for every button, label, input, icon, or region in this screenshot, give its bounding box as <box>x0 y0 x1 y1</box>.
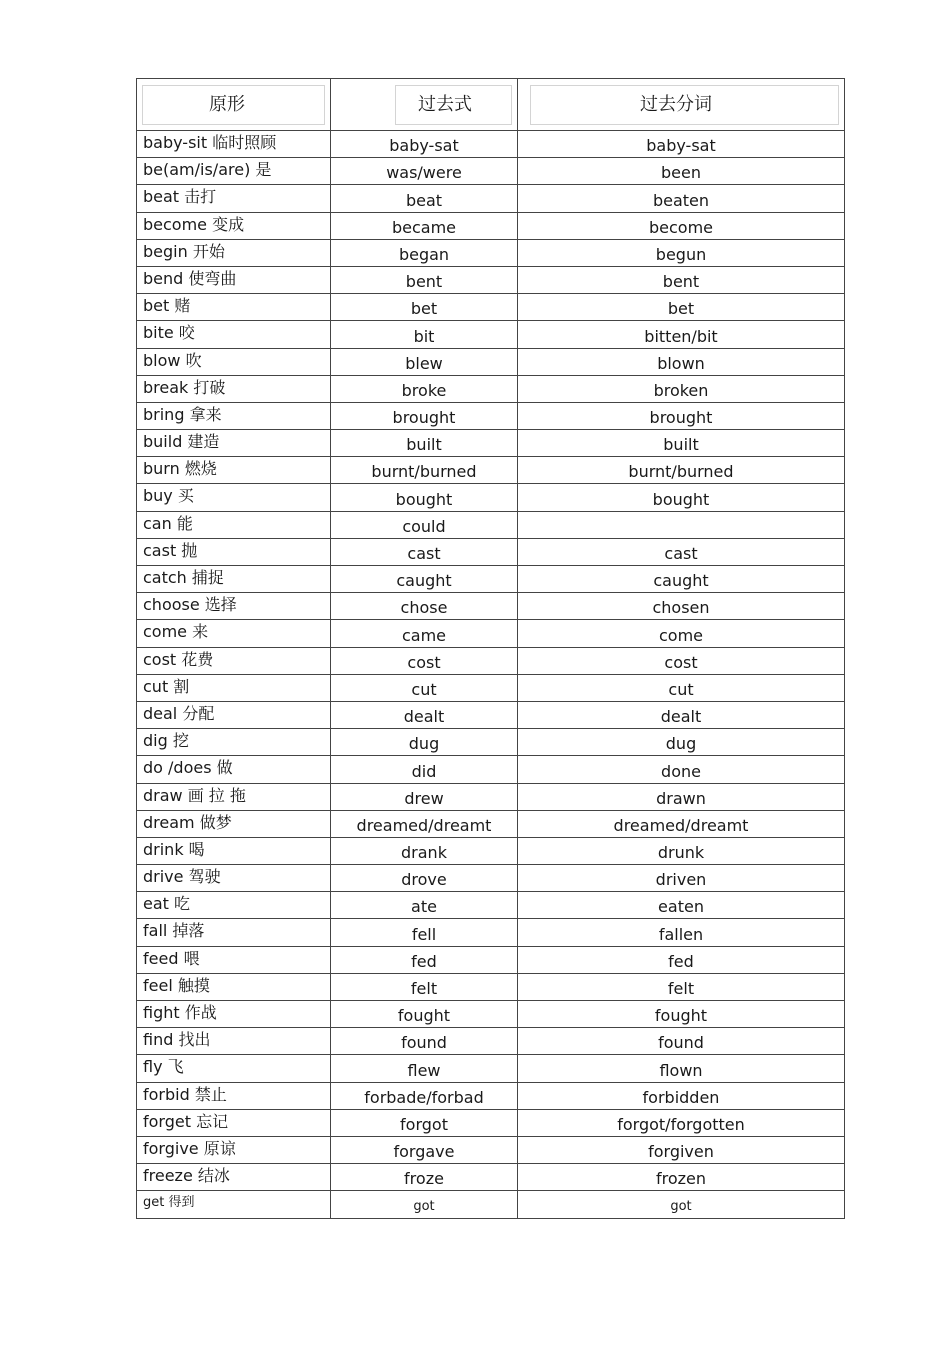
base-form-cell: find 找出 <box>137 1028 331 1055</box>
past-tense-cell: did <box>331 756 518 783</box>
base-form-cell: do /does 做 <box>137 756 331 783</box>
past-tense-cell: cut <box>331 674 518 701</box>
table-row <box>137 865 845 892</box>
table-row <box>137 239 845 266</box>
past-participle-cell: bent <box>518 266 845 293</box>
past-participle-cell: beaten <box>518 185 845 212</box>
table-row <box>137 647 845 674</box>
base-form-cell: dream 做梦 <box>137 810 331 837</box>
table-row <box>137 1164 845 1191</box>
table-row <box>137 946 845 973</box>
table-row <box>137 674 845 701</box>
past-participle-cell: cast <box>518 538 845 565</box>
past-participle-cell: found <box>518 1028 845 1055</box>
base-form-cell: baby-sit 临时照顾 <box>137 131 331 158</box>
past-participle-cell: fallen <box>518 919 845 946</box>
past-participle-cell: cut <box>518 674 845 701</box>
base-form-cell: fly 飞 <box>137 1055 331 1082</box>
past-tense-cell: blew <box>331 348 518 375</box>
past-participle-cell: chosen <box>518 593 845 620</box>
past-tense-cell: broke <box>331 375 518 402</box>
base-form-cell: forgive 原谅 <box>137 1136 331 1163</box>
past-tense-cell: built <box>331 430 518 457</box>
table-row <box>137 375 845 402</box>
table-row <box>137 783 845 810</box>
table-row <box>137 131 845 158</box>
past-participle-cell: dreamed/dreamt <box>518 810 845 837</box>
past-participle-cell: dug <box>518 729 845 756</box>
past-participle-cell: bitten/bit <box>518 321 845 348</box>
past-tense-cell: cast <box>331 538 518 565</box>
base-form-cell: forbid 禁止 <box>137 1082 331 1109</box>
table-row <box>137 1028 845 1055</box>
past-tense-cell: forgave <box>331 1136 518 1163</box>
base-form-cell: freeze 结冰 <box>137 1164 331 1191</box>
base-form-cell: fall 掉落 <box>137 919 331 946</box>
past-tense-cell: dug <box>331 729 518 756</box>
table-row <box>137 1136 845 1163</box>
table-row <box>137 919 845 946</box>
base-form-cell: build 建造 <box>137 430 331 457</box>
column-header-past-participle <box>518 79 845 131</box>
past-participle-cell <box>518 511 845 538</box>
past-participle-cell: forgot/forgotten <box>518 1109 845 1136</box>
past-participle-cell: flown <box>518 1055 845 1082</box>
past-tense-cell: forgot <box>331 1109 518 1136</box>
past-participle-cell: felt <box>518 973 845 1000</box>
table-row <box>137 756 845 783</box>
past-tense-cell: baby-sat <box>331 131 518 158</box>
table-row <box>137 212 845 239</box>
table-row <box>137 538 845 565</box>
table-row <box>137 1109 845 1136</box>
past-tense-cell: dreamed/dreamt <box>331 810 518 837</box>
past-participle-cell: bought <box>518 484 845 511</box>
past-participle-cell: blown <box>518 348 845 375</box>
column-header-past-participle-label: 过去分词 <box>530 85 839 125</box>
base-form-cell: bring 拿来 <box>137 402 331 429</box>
past-tense-cell: was/were <box>331 158 518 185</box>
past-participle-cell: dealt <box>518 701 845 728</box>
base-form-cell: drink 喝 <box>137 837 331 864</box>
column-header-past <box>331 79 518 131</box>
past-tense-cell: found <box>331 1028 518 1055</box>
past-participle-cell: driven <box>518 865 845 892</box>
past-participle-cell: cost <box>518 647 845 674</box>
table-row <box>137 810 845 837</box>
table-row <box>137 484 845 511</box>
past-tense-cell: bent <box>331 266 518 293</box>
base-form-cell: come 来 <box>137 620 331 647</box>
table-row <box>137 430 845 457</box>
past-participle-cell: begun <box>518 239 845 266</box>
base-form-cell: choose 选择 <box>137 593 331 620</box>
table-row <box>137 973 845 1000</box>
column-header-past-label: 过去式 <box>395 85 512 125</box>
base-form-cell: eat 吃 <box>137 892 331 919</box>
past-tense-cell: drove <box>331 865 518 892</box>
column-header-base-label: 原形 <box>142 85 325 125</box>
past-tense-cell: forbade/forbad <box>331 1082 518 1109</box>
past-participle-cell: drawn <box>518 783 845 810</box>
past-participle-cell: eaten <box>518 892 845 919</box>
past-participle-cell: forbidden <box>518 1082 845 1109</box>
past-participle-cell: bet <box>518 294 845 321</box>
base-form-cell: draw 画 拉 拖 <box>137 783 331 810</box>
table-header-row <box>137 79 845 131</box>
irregular-verb-table <box>136 78 845 1219</box>
past-participle-cell: burnt/burned <box>518 457 845 484</box>
base-form-cell: blow 吹 <box>137 348 331 375</box>
base-form-cell: cut 割 <box>137 674 331 701</box>
table-row <box>137 1055 845 1082</box>
past-tense-cell: drew <box>331 783 518 810</box>
base-form-cell: buy 买 <box>137 484 331 511</box>
past-tense-cell: bit <box>331 321 518 348</box>
base-form-cell: be(am/is/are) 是 <box>137 158 331 185</box>
past-participle-cell: built <box>518 430 845 457</box>
past-tense-cell: burnt/burned <box>331 457 518 484</box>
past-tense-cell: fought <box>331 1001 518 1028</box>
base-form-cell: fight 作战 <box>137 1001 331 1028</box>
past-tense-cell: drank <box>331 837 518 864</box>
past-participle-cell: forgiven <box>518 1136 845 1163</box>
base-form-cell: cast 抛 <box>137 538 331 565</box>
table-row <box>137 457 845 484</box>
past-tense-cell: fed <box>331 946 518 973</box>
past-tense-cell: fell <box>331 919 518 946</box>
table-row <box>137 1001 845 1028</box>
base-form-cell: break 打破 <box>137 375 331 402</box>
past-participle-cell: fought <box>518 1001 845 1028</box>
past-tense-cell: beat <box>331 185 518 212</box>
table-row <box>137 1191 845 1218</box>
base-form-cell: become 变成 <box>137 212 331 239</box>
table-row <box>137 511 845 538</box>
table-row <box>137 566 845 593</box>
table-body <box>137 131 845 1219</box>
base-form-cell: burn 燃烧 <box>137 457 331 484</box>
table-row <box>137 158 845 185</box>
base-form-cell: catch 捕捉 <box>137 566 331 593</box>
past-participle-cell: fed <box>518 946 845 973</box>
past-tense-cell: bought <box>331 484 518 511</box>
table-row <box>137 729 845 756</box>
past-participle-cell: caught <box>518 566 845 593</box>
past-participle-cell: come <box>518 620 845 647</box>
table-row <box>137 185 845 212</box>
base-form-cell: can 能 <box>137 511 331 538</box>
base-form-cell: get 得到 <box>137 1191 331 1218</box>
past-tense-cell: chose <box>331 593 518 620</box>
past-tense-cell: felt <box>331 973 518 1000</box>
table-row <box>137 892 845 919</box>
base-form-cell: bend 使弯曲 <box>137 266 331 293</box>
table-row <box>137 402 845 429</box>
base-form-cell: feed 喂 <box>137 946 331 973</box>
past-tense-cell: brought <box>331 402 518 429</box>
table-row <box>137 294 845 321</box>
table-row <box>137 701 845 728</box>
past-participle-cell: done <box>518 756 845 783</box>
column-header-base <box>137 79 331 131</box>
past-tense-cell: froze <box>331 1164 518 1191</box>
table-row <box>137 348 845 375</box>
past-tense-cell: began <box>331 239 518 266</box>
base-form-cell: bite 咬 <box>137 321 331 348</box>
base-form-cell: feel 触摸 <box>137 973 331 1000</box>
past-participle-cell: got <box>518 1191 845 1218</box>
past-tense-cell: caught <box>331 566 518 593</box>
past-participle-cell: frozen <box>518 1164 845 1191</box>
base-form-cell: bet 赌 <box>137 294 331 321</box>
past-tense-cell: ate <box>331 892 518 919</box>
past-participle-cell: been <box>518 158 845 185</box>
table-row <box>137 593 845 620</box>
base-form-cell: begin 开始 <box>137 239 331 266</box>
past-tense-cell: bet <box>331 294 518 321</box>
table-row <box>137 620 845 647</box>
base-form-cell: deal 分配 <box>137 701 331 728</box>
base-form-cell: drive 驾驶 <box>137 865 331 892</box>
past-participle-cell: become <box>518 212 845 239</box>
past-participle-cell: baby-sat <box>518 131 845 158</box>
past-participle-cell: drunk <box>518 837 845 864</box>
base-form-cell: forget 忘记 <box>137 1109 331 1136</box>
past-tense-cell: flew <box>331 1055 518 1082</box>
verb-table-container <box>136 78 844 1219</box>
past-participle-cell: broken <box>518 375 845 402</box>
table-row <box>137 1082 845 1109</box>
past-tense-cell: dealt <box>331 701 518 728</box>
past-tense-cell: could <box>331 511 518 538</box>
past-tense-cell: became <box>331 212 518 239</box>
base-form-cell: dig 挖 <box>137 729 331 756</box>
base-form-cell: cost 花费 <box>137 647 331 674</box>
past-tense-cell: cost <box>331 647 518 674</box>
table-row <box>137 837 845 864</box>
past-tense-cell: came <box>331 620 518 647</box>
past-tense-cell: got <box>331 1191 518 1218</box>
base-form-cell: beat 击打 <box>137 185 331 212</box>
table-row <box>137 321 845 348</box>
past-participle-cell: brought <box>518 402 845 429</box>
table-row <box>137 266 845 293</box>
